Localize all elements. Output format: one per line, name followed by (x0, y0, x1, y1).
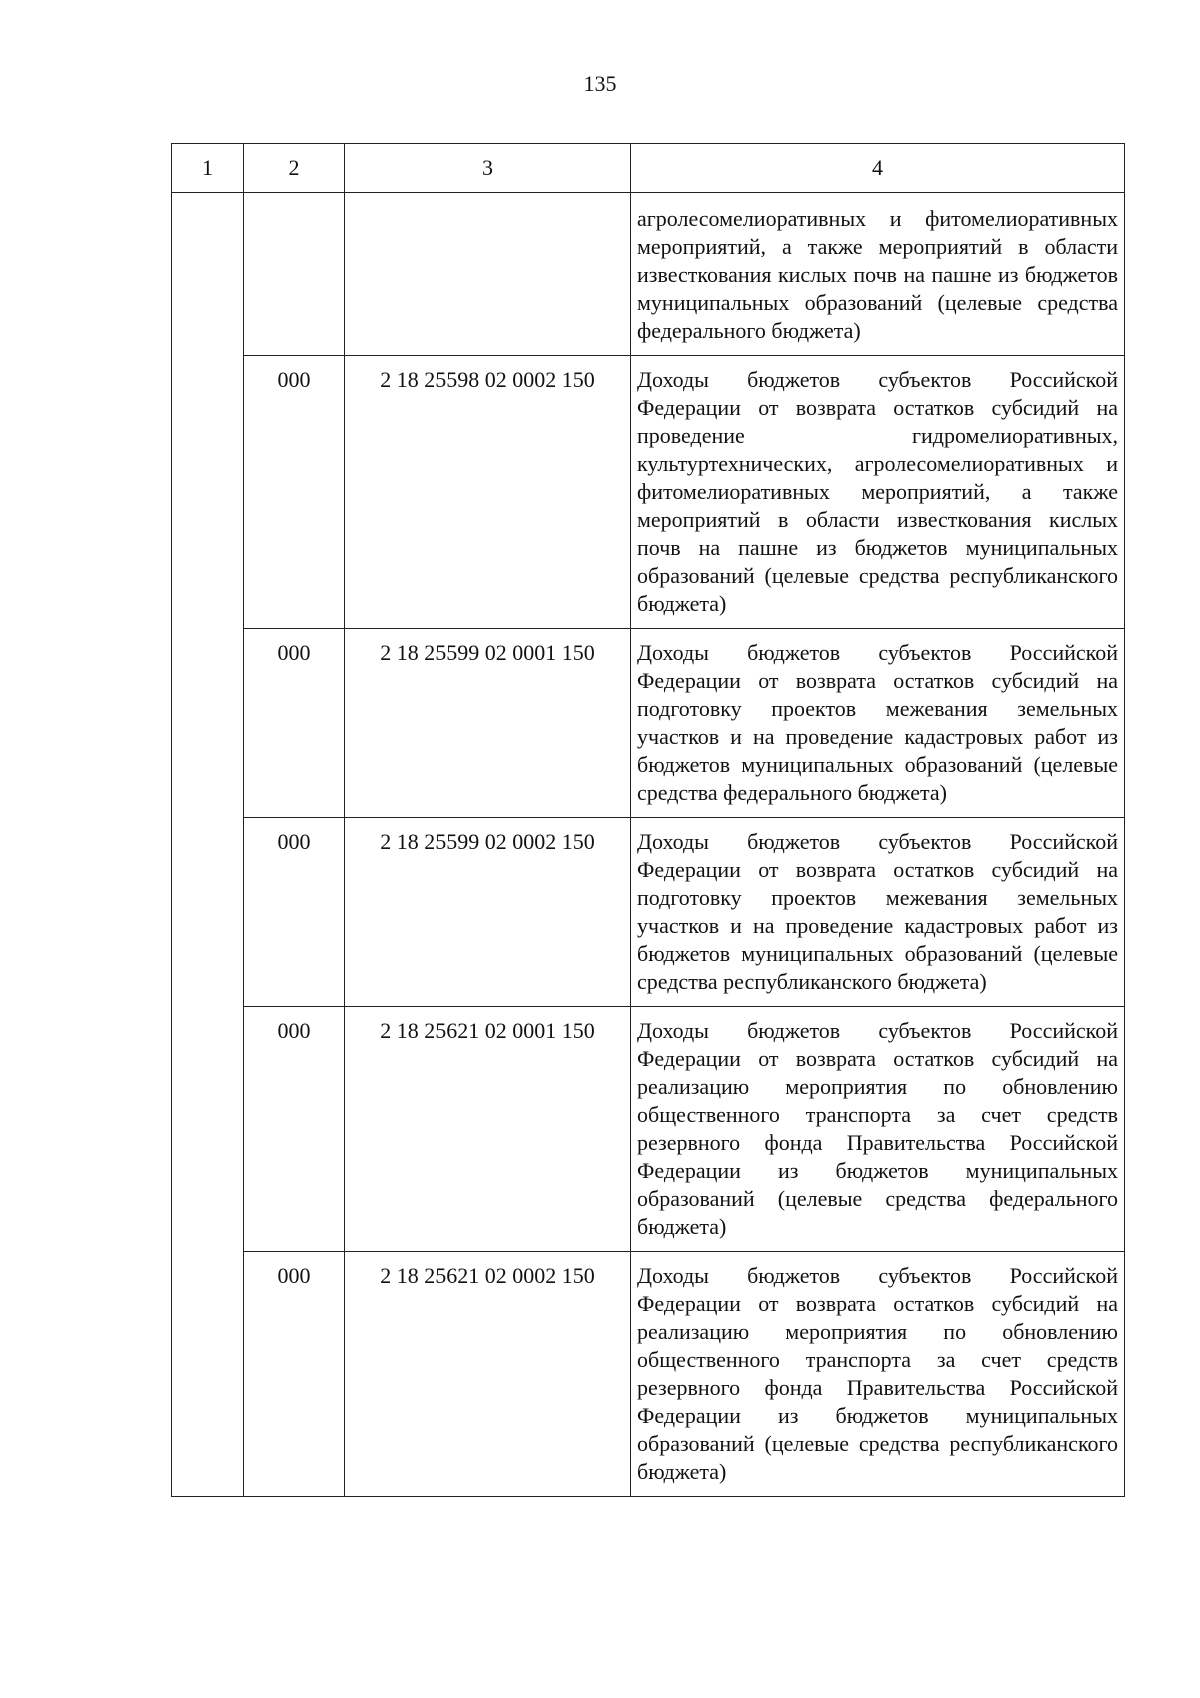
header-col-3: 3 (345, 144, 631, 193)
description-text: Доходы бюджетов субъектов Российской Федерации от возврата остатков субсидий на подготовку проектов межевания земельных участков и на проведение кадастровых работ из бюджетов муниципальных образований (целевые средства республиканского бюджета) (637, 829, 1118, 994)
group-cell (172, 1007, 244, 1252)
description-cell (631, 818, 1125, 1007)
description-cell (631, 356, 1125, 629)
admin-code: 000 (244, 356, 345, 629)
group-cell (172, 818, 244, 1007)
header-col-1: 1 (172, 144, 244, 193)
table-row (172, 1252, 1125, 1497)
description-text: Доходы бюджетов субъектов Российской Федерации от возврата остатков субсидий на подготовку проектов межевания земельных участков и на проведение кадастровых работ из бюджетов муниципальных образований (целевые средства федерального бюджета) (637, 640, 1118, 805)
admin-code: 000 (244, 818, 345, 1007)
page-number: 135 (583, 71, 617, 96)
description-cell (631, 193, 1125, 356)
header-col-4: 4 (631, 144, 1125, 193)
table-row (172, 1007, 1125, 1252)
table-row (172, 818, 1125, 1007)
budget-classification-code: 2 18 25599 02 0002 150 (345, 818, 631, 1007)
budget-revenue-table (171, 143, 1125, 1497)
admin-code: 000 (244, 1252, 345, 1497)
description-cell (631, 629, 1125, 818)
header-col-2: 2 (244, 144, 345, 193)
budget-classification-code: 2 18 25621 02 0001 150 (345, 1007, 631, 1252)
header-row (172, 144, 1125, 193)
description-cell (631, 1252, 1125, 1497)
group-cell (172, 356, 244, 629)
description-text: агролесомелиоративных и фитомелиоративных мероприятий, а также мероприятий в области известкования кислых почв на пашне из бюджетов муниципальных образований (целевые средства федерального бюджета) (637, 206, 1118, 343)
table-row-continuation (172, 193, 1125, 356)
group-cell (172, 1252, 244, 1497)
admin-code: 000 (244, 1007, 345, 1252)
description-text: Доходы бюджетов субъектов Российской Федерации от возврата остатков субсидий на проведение гидромелиоративных, культуртехнических, агролесомелиоративных и фитомелиоративных мероприятий, а также мероприятий в области известкования кислых почв на пашне из бюджетов муниципальных образований (целевые средства республиканского бюджета) (637, 367, 1118, 616)
description-text: Доходы бюджетов субъектов Российской Федерации от возврата остатков субсидий на реализацию мероприятия по обновлению общественного транспорта за счет средств резервного фонда Правительства Российской Федерации из бюджетов муниципальных образований (целевые средства федерального бюджета) (637, 1018, 1118, 1239)
budget-classification-code: 2 18 25621 02 0002 150 (345, 1252, 631, 1497)
table-row (172, 356, 1125, 629)
budget-classification-code: 2 18 25599 02 0001 150 (345, 629, 631, 818)
table-header (172, 144, 1125, 193)
table-row (172, 629, 1125, 818)
group-cell (172, 193, 244, 356)
table-body (172, 193, 1125, 1497)
admin-cell (244, 193, 345, 356)
budget-classification-code: 2 18 25598 02 0002 150 (345, 356, 631, 629)
admin-code: 000 (244, 629, 345, 818)
description-text: Доходы бюджетов субъектов Российской Федерации от возврата остатков субсидий на реализацию мероприятия по обновлению общественного транспорта за счет средств резервного фонда Правительства Российской Федерации из бюджетов муниципальных образований (целевые средства республиканского бюджета) (637, 1263, 1118, 1484)
group-cell (172, 629, 244, 818)
code-cell (345, 193, 631, 356)
description-cell (631, 1007, 1125, 1252)
